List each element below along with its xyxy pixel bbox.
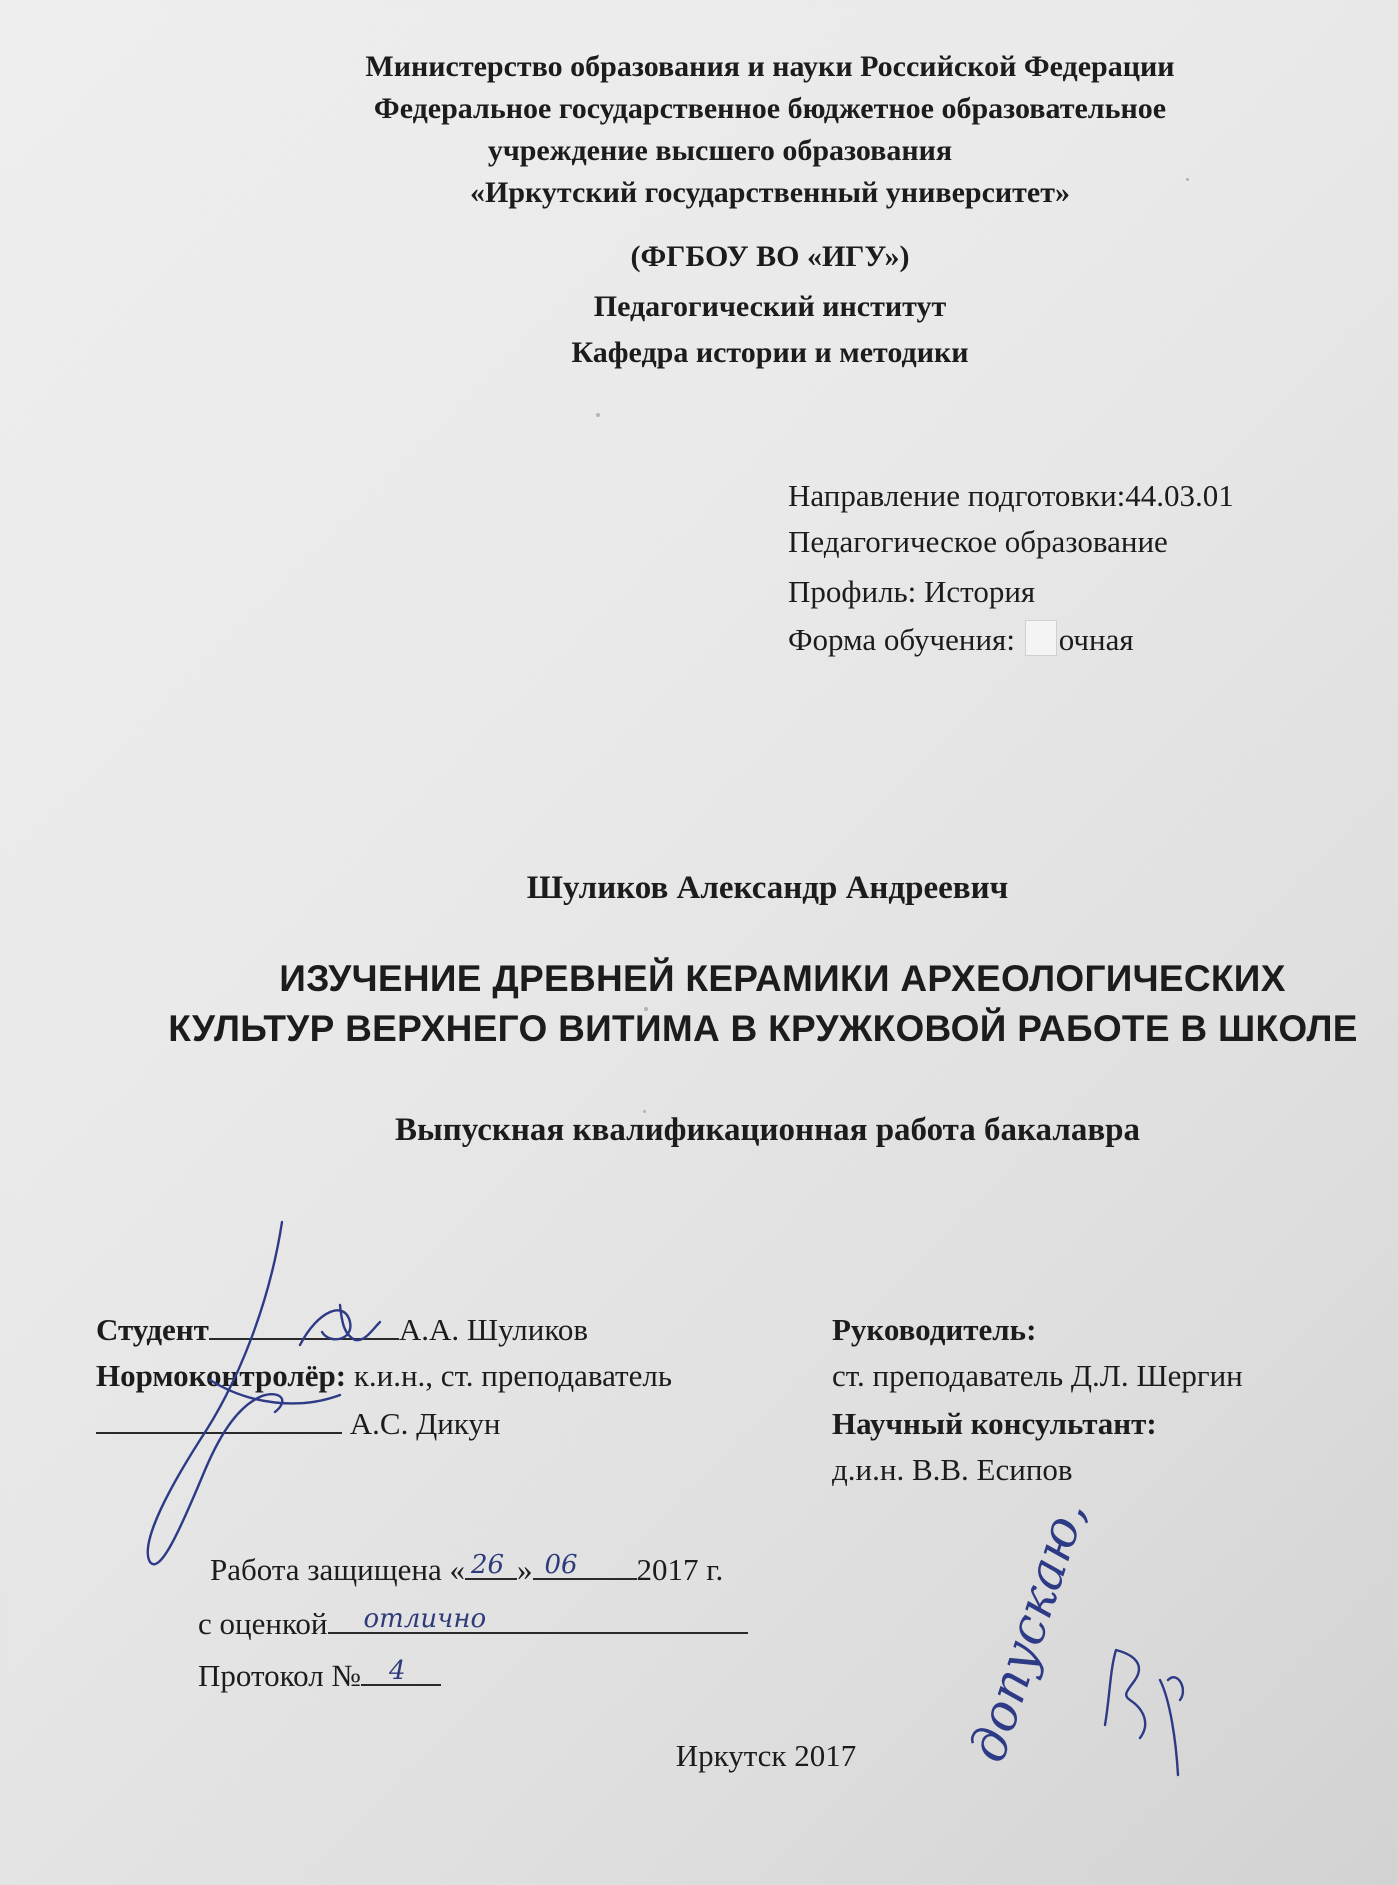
defense-prefix: Работа защищена « — [210, 1552, 465, 1587]
supervisor-label: Руководитель: — [832, 1312, 1037, 1347]
institute-name: Педагогический институт — [593, 290, 947, 323]
institution-line: Федеральное государственное бюджетное образовательное — [373, 92, 1167, 125]
grade-label: с оценкой — [198, 1606, 328, 1641]
ministry-line: Министерство образования и науки Российской Федерации — [365, 50, 1175, 83]
program-specialty: Педагогическое образование — [788, 524, 1168, 559]
work-type: Выпускная квалификационная работа бакалавра — [394, 1112, 1141, 1148]
university-name: «Иркутский государственный университет» — [470, 176, 1070, 209]
normcontrol-signature — [148, 1222, 283, 1564]
protocol-number: 4 — [389, 1656, 406, 1686]
program-direction: Направление подготовки:44.03.01 — [788, 478, 1234, 513]
defense-quote: » — [517, 1552, 533, 1587]
defense-year: 2017 г. — [636, 1552, 724, 1587]
paper-speck — [644, 1007, 648, 1011]
normcontrol-title: к.и.н., ст. преподаватель — [353, 1358, 672, 1393]
approval-initials — [1105, 1650, 1183, 1775]
student-name: А.А. Шуликов — [398, 1312, 588, 1347]
defense-day: 26 — [471, 1550, 505, 1580]
normcontrol-label: Нормоконтролёр: — [96, 1358, 347, 1393]
thesis-title-line-2: КУЛЬТУР ВЕРХНЕГО ВИТИМА В КРУЖКОВОЙ РАБОТЕ В ШКОЛЕ — [168, 1008, 1358, 1049]
study-form-value: очная — [1058, 622, 1134, 657]
protocol-label: Протокол № — [198, 1658, 361, 1693]
paper-speck — [643, 1110, 646, 1113]
normcontrol-name: А.С. Дикун — [349, 1406, 501, 1441]
consultant-label: Научный консультант: — [832, 1406, 1157, 1441]
supervisor-name: ст. преподаватель Д.Л. Шергин — [832, 1358, 1243, 1393]
paper-speck — [1186, 178, 1189, 181]
consultant-name: д.и.н. В.В. Есипов — [832, 1452, 1073, 1487]
city-year: Иркутск 2017 — [675, 1738, 857, 1773]
normcontrol-signature-stroke — [210, 1380, 340, 1403]
study-form-label: Форма обучения: — [788, 622, 1015, 657]
student-signature — [300, 1305, 380, 1345]
paper-speck — [596, 413, 600, 417]
author-name: Шуликов Александр Андреевич — [526, 870, 1009, 906]
grade-value: отлично — [363, 1604, 487, 1634]
department-name: Кафедра истории и методики — [571, 336, 969, 369]
thesis-title-line-1: ИЗУЧЕНИЕ ДРЕВНЕЙ КЕРАМИКИ АРХЕОЛОГИЧЕСКИХ — [279, 958, 1286, 999]
approval-note: допускаю, — [958, 1493, 1098, 1769]
university-abbr: (ФГБОУ ВО «ИГУ») — [630, 240, 910, 273]
institution-line-2: учреждение высшего образования — [487, 134, 953, 167]
program-profile: Профиль: История — [788, 574, 1036, 609]
defense-month: 06 — [544, 1550, 578, 1580]
student-label: Студент — [96, 1312, 209, 1347]
